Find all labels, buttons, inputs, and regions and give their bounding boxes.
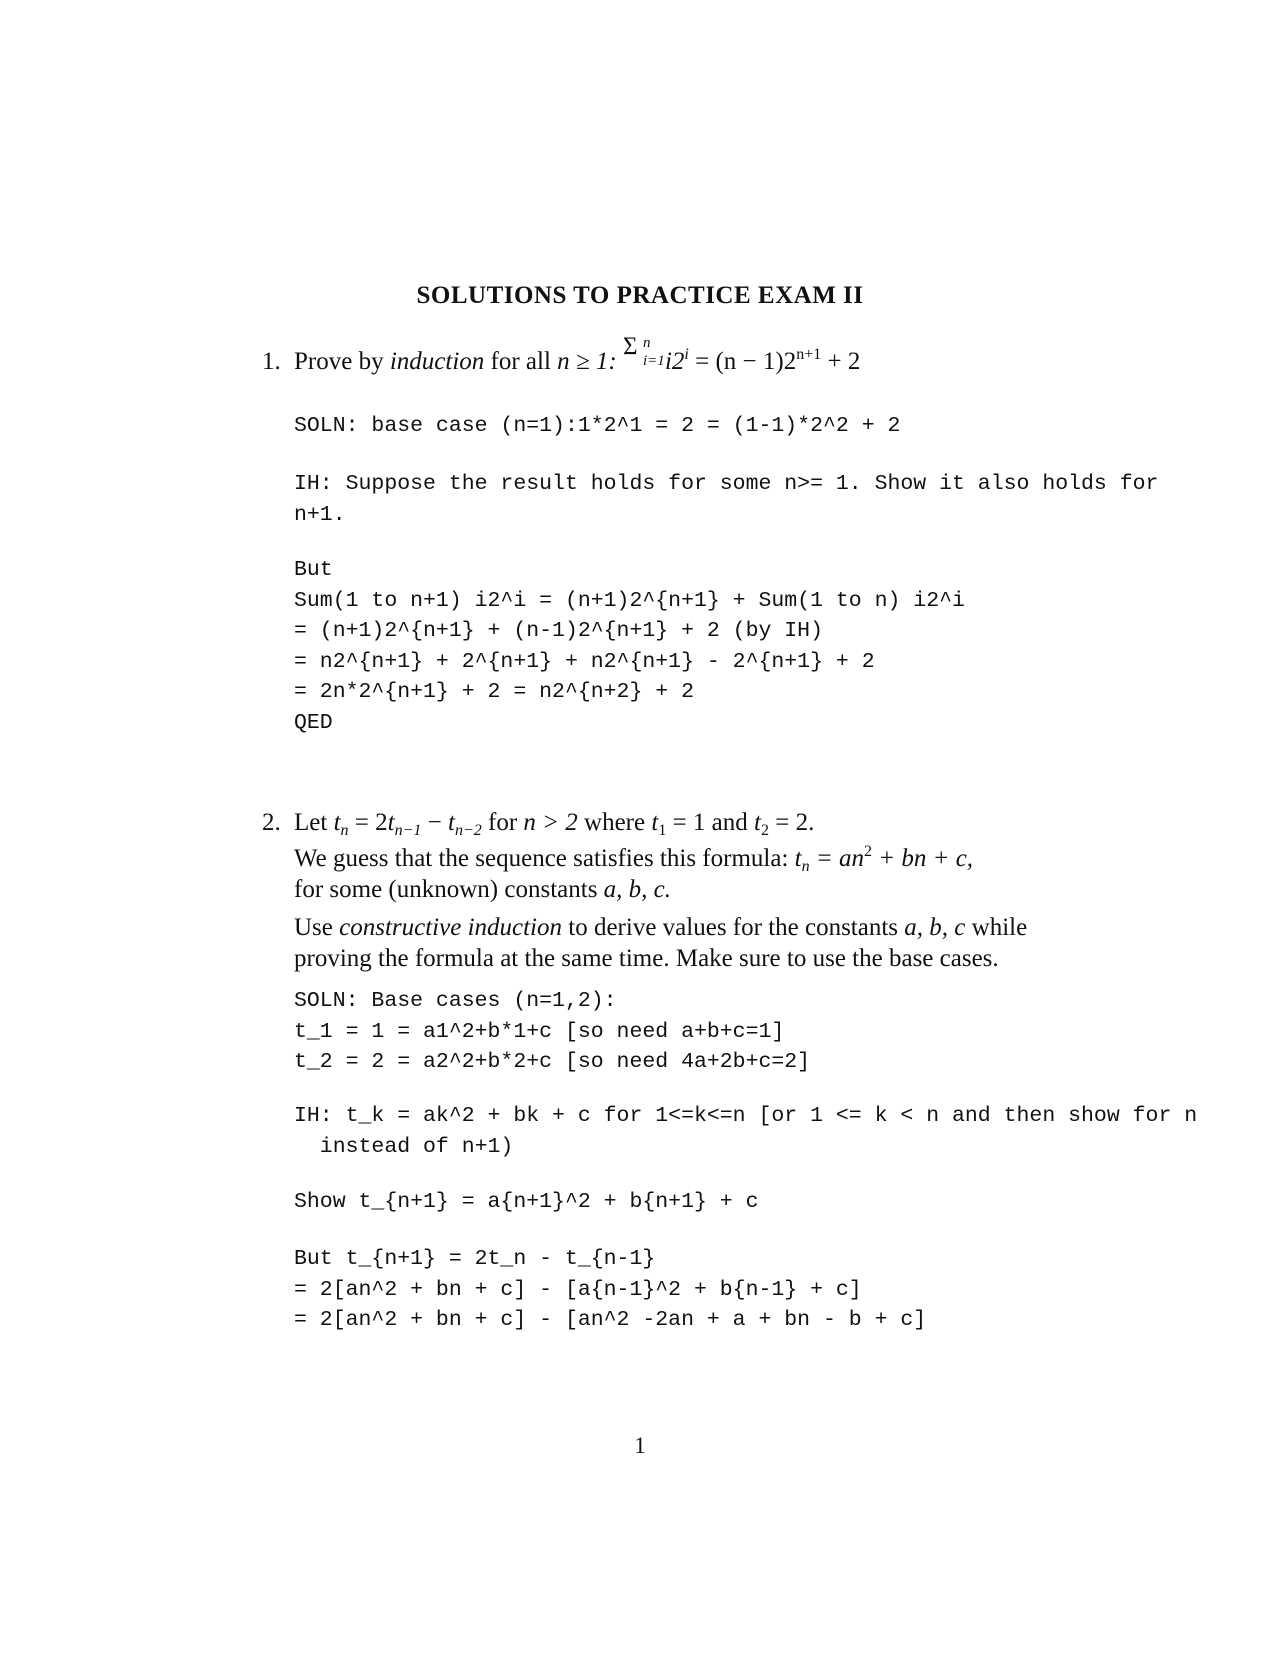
problem-1-induction-hypothesis: IH: Suppose the result holds for some n>= 1. Show it also holds for n+1.: [294, 472, 1159, 527]
problem-2-show: Show t_{n+1} = a{n+1}^2 + b{n+1} + c: [294, 1190, 759, 1214]
problem-2-number: 2.: [262, 809, 281, 836]
problem-1-text-prefix: Prove by: [294, 348, 390, 375]
problem-1-statement: [262, 333, 861, 378]
problem-2-statement: 2. Let $t_n = 2t_{n-1} - t_{n-2}$ for n > 2 where $t_1 = 1$ and $t_2 = 2$.: [262, 809, 815, 839]
problem-1-number: 1.: [262, 348, 281, 375]
problem-2-instructions: Use constructive induction to derive values for the constants a, b, c while proving the formula at the same time. Make sure to use the base cases.: [294, 914, 1028, 972]
summation-term-exponent: i: [684, 346, 689, 363]
problem-1-emphasis: induction: [389, 348, 485, 375]
summation-symbol: Σ n i=1: [622, 333, 665, 369]
problem-2-induction-hypothesis: IH: t_k = ak^2 + bk + c for 1<=k<=n [or 1 <= k < n and then show for n instead of n+1): [294, 1104, 1198, 1159]
summation-rhs: = (n − 1)2: [688, 348, 797, 375]
page-title: SOLUTIONS TO PRACTICE EXAM II: [416, 282, 864, 309]
summation-rhs-tail: + 2: [821, 348, 861, 375]
problem-2-guess: We guess that the sequence satisfies this formula: $t_n = an^2$ + bn + c, for some (unknown) constants a, b, c.: [294, 843, 974, 903]
summation-term: i2: [664, 348, 685, 375]
problem-1-text-mid: for all: [484, 348, 558, 375]
page-number: 1: [634, 1433, 646, 1458]
problem-1-condition: n ≥ 1:: [557, 348, 617, 375]
problem-1-base-case: SOLN: base case (n=1):1*2^1 = 2 = (1-1)*2^2 + 2: [294, 414, 901, 438]
problem-2-proof: But t_{n+1} = 2t_n - t_{n-1} = 2[an^2 + bn + c] - [a{n-1}^2 + b{n-1} + c] = 2[an^2 + bn + c] - [an^2 -2an + a + bn - b + c]: [294, 1247, 927, 1332]
problem-1-proof: But Sum(1 to n+1) i2^i = (n+1)2^{n+1} + Sum(1 to n) i2^i = (n+1)2^{n+1} + (n-1)2^{n+1} + 2 (by IH) = n2^{n+1} + 2^{n+1} + n2^{n+1} - 2^{n+1} + 2 = 2n*2^{n+1} + 2 = n2^{n+2} + 2 QED: [294, 558, 965, 735]
summation-rhs-exponent: n+1: [796, 346, 822, 363]
problem-2-base-cases: SOLN: Base cases (n=1,2): t_1 = 1 = a1^2+b*1+c [so need a+b+c=1] t_2 = 2 = a2^2+b*2+c [so need 4a+2b+c=2]: [294, 989, 811, 1074]
